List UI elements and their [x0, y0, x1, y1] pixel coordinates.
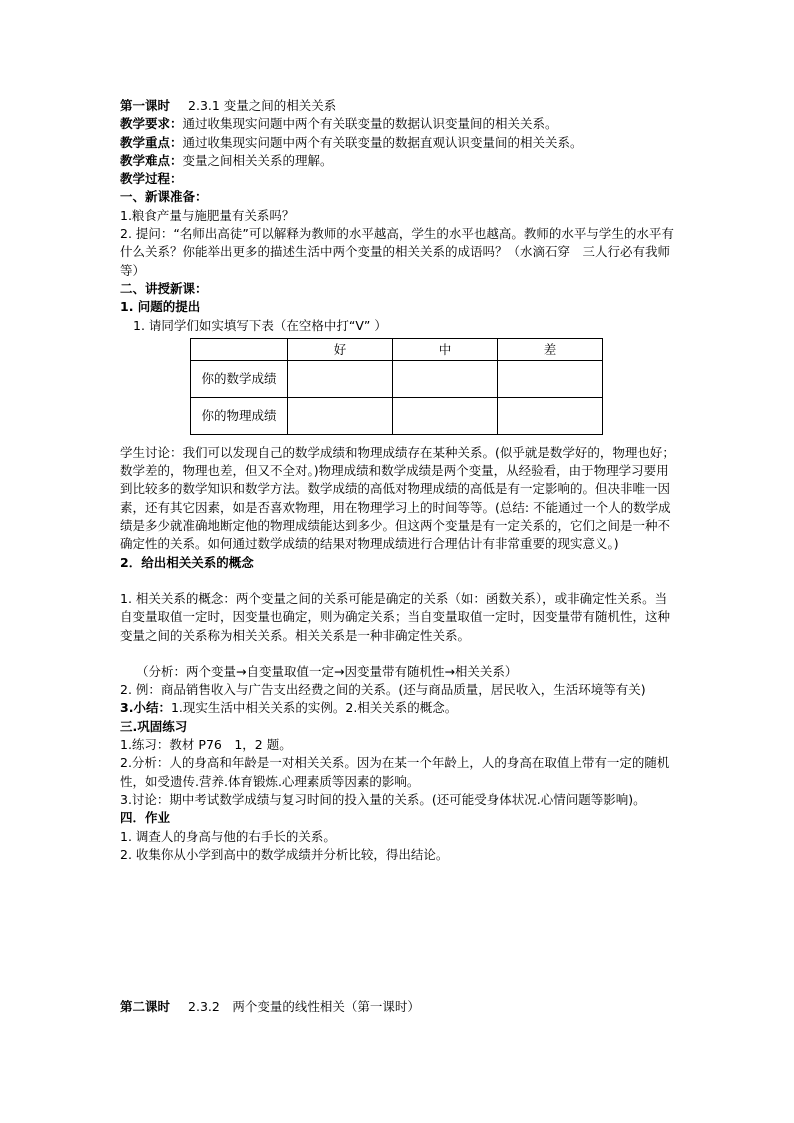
table-cell[interactable] [393, 360, 498, 397]
difficulty-text: 变量之间相关关系的理解。 [182, 152, 333, 168]
summary-text: 1.现实生活中相关关系的实例。2.相关关系的概念。 [170, 700, 458, 716]
section1-heading: 一、新课准备： [120, 189, 208, 205]
section1-question1: 1.粮食产量与施肥量有关系吗？ [120, 207, 295, 223]
table-row [191, 360, 603, 397]
table-cell[interactable] [498, 397, 603, 434]
section1-question2: 2. 提问：“名师出高徒”可以解释为教师的水平越高，学生的水平也越高。教师的水平与学生的水平有什么关系？你能举出更多的描述生活中两个变量的相关关系的成语吗？（水滴石穿 三人行必有我师等） [120, 226, 674, 278]
section2-sub1: 1. 问题的提出 [120, 299, 201, 315]
table-header-cell [191, 338, 288, 360]
teaching-requirement [120, 115, 676, 133]
summary-label: 3.小结： [120, 700, 171, 716]
document-body [120, 97, 676, 864]
table-header-cell: 中 [393, 338, 498, 360]
teaching-difficulty [120, 152, 676, 170]
requirement-label: 教学要求： [120, 116, 183, 132]
practice-item-2: 2.分析：人的身高和年龄是一对相关关系。因为在某一个年龄上，人的身高在取值上带有一定的随机性，如受遗传.营养.体育锻炼.心理素质等因素的影响。 [120, 755, 670, 789]
section2-sub2: 2．给出相关关系的概念 [120, 554, 254, 570]
section3-heading: 三.巩固练习 [120, 718, 188, 734]
table-row-label: 你的物理成绩 [191, 397, 288, 434]
homework-item-2: 2. 收集你从小学到高中的数学成绩并分析比较，得出结论。 [120, 846, 449, 862]
practice-item-3: 3.讨论：期中考试数学成绩与复习时间的投入量的关系。(还可能受身体状况.心情问题等影响)。 [120, 791, 646, 807]
student-discussion: 学生讨论：我们可以发现自己的数学成绩和物理成绩存在某种关系。(似乎就是数学好的，物理也好；数学差的，物理也差，但又不全对。)物理成绩和数学成绩是两个变量，从经验看，由于物理学习要用到比较多的数学知识和数学方法。数学成绩的高低对物理成绩的高低是有一定影响的。但决非唯一因素，还有其它因素，如是否喜欢物理，用在物理学习上的时间等等。(总结: 不能通过一个人的数学成绩是多少就准确地断定他的物理成绩能达到多少。但这两个变量是有一定关系的，它们之间是一种不确定性的关系。如何通过数学成绩的结果对物理成绩进行合理估计有非常重要的现实意义。) [120, 444, 675, 552]
table-row [191, 397, 603, 434]
key-point-text: 通过收集现实问题中两个有关联变量的数据直观认识变量间的相关关系。 [182, 134, 583, 150]
key-point-label: 教学重点： [120, 134, 183, 150]
lesson2-title-label: 第二课时 [120, 999, 171, 1014]
grade-table [190, 338, 603, 435]
table-header-cell: 好 [288, 338, 393, 360]
table-header-row [191, 338, 603, 360]
concept-example: 2. 例：商品销售收入与广告支出经费之间的关系。(还与商品质量，居民收入，生活环境等有关) [120, 682, 646, 698]
table-instruction: 1. 请同学们如实填写下表（在空格中打“V” ） [133, 317, 387, 333]
teaching-key-point [120, 134, 676, 152]
table-header-cell: 差 [498, 338, 603, 360]
table-cell[interactable] [393, 397, 498, 434]
lesson2-title-text: 2.3.2 两个变量的线性相关（第一课时） [188, 999, 420, 1014]
section2-heading: 二、讲授新课： [120, 280, 208, 296]
lesson2-title [120, 997, 420, 1015]
summary [120, 699, 676, 717]
concept-definition: 1. 相关关系的概念：两个变量之间的关系可能是确定的关系（如：函数关系），或非确定性关系。当自变量取值一定时，因变量也确定，则为确定关系；当自变量取值一定时，因变量带有随机性，这种变量之间的关系称为相关关系。相关关系是一种非确定性关系。 [120, 590, 671, 643]
homework-item-1: 1. 调查人的身高与他的右手长的关系。 [120, 828, 336, 844]
table-cell[interactable] [498, 360, 603, 397]
practice-item-1: 1.练习：教材 P76 1，2 题。 [120, 737, 292, 753]
teaching-process-label: 教学过程： [120, 171, 183, 187]
concept-analysis: （分析：两个变量→自变量取值一定→因变量带有随机性→相关关系） [136, 663, 518, 679]
lesson1-title-text: 2.3.1 变量之间的相关关系 [188, 98, 337, 113]
table-cell[interactable] [288, 397, 393, 434]
table-row-label: 你的数学成绩 [191, 360, 288, 397]
lesson1-title-label: 第一课时 [120, 98, 171, 113]
table-cell[interactable] [288, 360, 393, 397]
requirement-text: 通过收集现实问题中两个有关联变量的数据认识变量间的相关关系。 [182, 116, 558, 132]
lesson1-title [120, 97, 676, 115]
section4-heading: 四．作业 [120, 810, 171, 826]
difficulty-label: 教学难点： [120, 152, 183, 168]
